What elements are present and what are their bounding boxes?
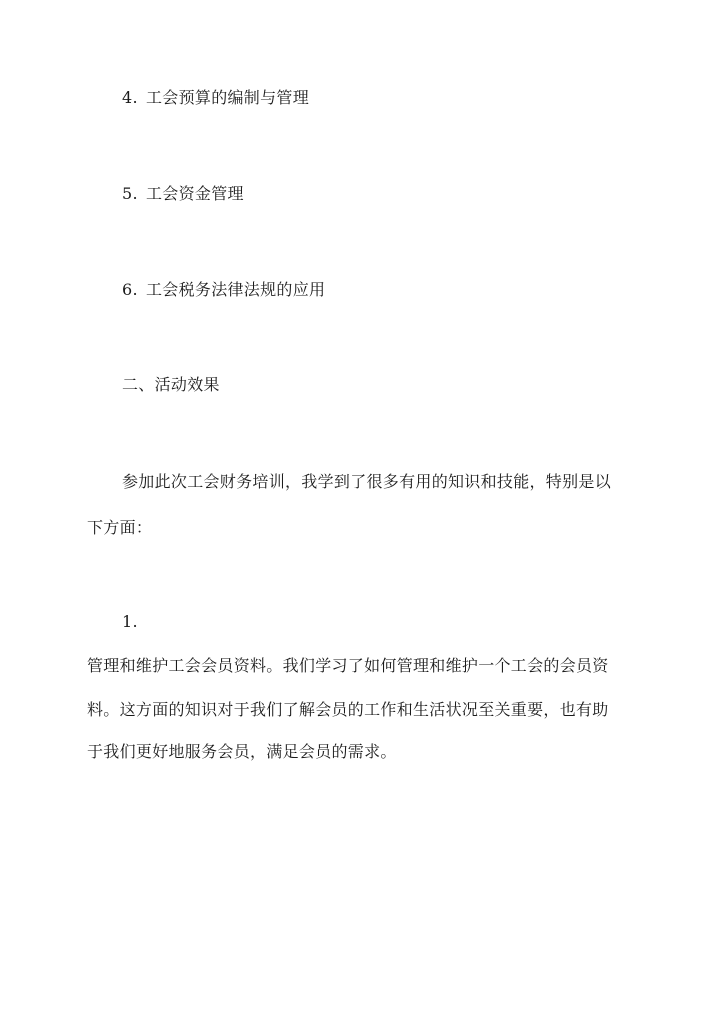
intro-paragraph-line-1: 参加此次工会财务培训，我学到了很多有用的知识和技能，特别是以 bbox=[122, 472, 612, 491]
list-item-number: 5. bbox=[122, 184, 138, 203]
list-item-5 bbox=[122, 184, 244, 204]
section-heading: 二、活动效果 bbox=[122, 375, 220, 394]
list-item-text: 工会资金管理 bbox=[146, 184, 244, 203]
list-item-number: 4. bbox=[122, 88, 138, 107]
list-item-text: 工会税务法律法规的应用 bbox=[146, 280, 326, 299]
list-item-number: 6. bbox=[122, 280, 138, 299]
list-item-6 bbox=[122, 280, 325, 300]
point-1-number: 1. bbox=[122, 612, 138, 631]
point-1-line-2: 料。这方面的知识对于我们了解会员的工作和生活状况至关重要，也有助 bbox=[87, 700, 609, 719]
point-1-line-3: 于我们更好地服务会员，满足会员的需求。 bbox=[87, 742, 397, 761]
list-item-text: 工会预算的编制与管理 bbox=[146, 88, 310, 107]
intro-paragraph-line-2: 下方面： bbox=[87, 518, 153, 537]
point-1-line-1: 管理和维护工会会员资料。我们学习了如何管理和维护一个工会的会员资 bbox=[87, 656, 609, 675]
list-item-4 bbox=[122, 88, 309, 108]
